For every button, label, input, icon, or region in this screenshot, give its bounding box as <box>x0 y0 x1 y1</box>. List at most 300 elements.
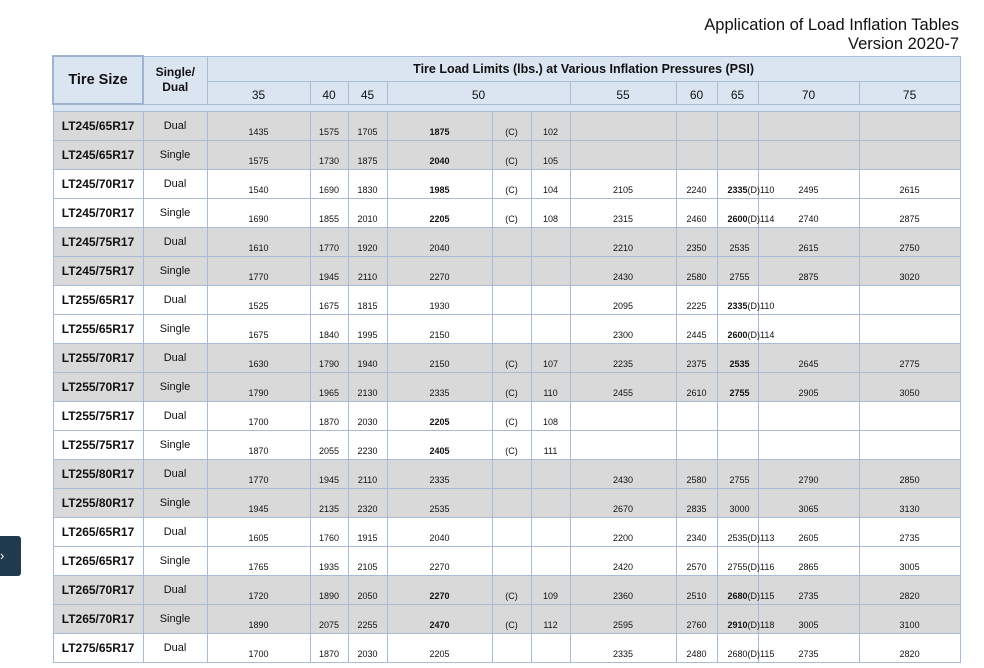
cell-load-70: 2905 <box>758 373 859 402</box>
load-value: 2910 <box>727 620 748 630</box>
cell-tire-size: LT245/75R17 <box>53 257 143 286</box>
load-range-code: (D) <box>747 591 761 601</box>
load-value: 2755 <box>729 475 750 485</box>
header-spacer-row <box>53 104 960 112</box>
cell-load-55: 2360 <box>570 576 676 605</box>
cell-load-index-50: 107 <box>531 344 570 373</box>
cell-load-35: 1870 <box>207 431 310 460</box>
cell-load-65-group <box>718 185 775 195</box>
cell-load-range-50: (C) <box>492 112 531 141</box>
cell-load-60: 2510 <box>676 576 717 605</box>
cell-single-dual: Dual <box>143 344 207 373</box>
cell-load-40: 1855 <box>310 199 348 228</box>
table-row <box>53 489 960 518</box>
cell-load-index-50 <box>531 634 570 663</box>
cell-load-65 <box>717 634 775 663</box>
cell-load-55: 2430 <box>570 257 676 286</box>
header-psi-35: 35 <box>207 81 310 104</box>
cell-load-50: 2335 <box>387 373 492 402</box>
cell-load-35: 1575 <box>207 141 310 170</box>
cell-load-45: 2110 <box>348 257 387 286</box>
cell-load-index-50: 108 <box>531 199 570 228</box>
cell-load-65 <box>717 257 758 286</box>
document-version: Version 2020-7 <box>848 35 959 53</box>
cell-load-65-group <box>718 272 758 282</box>
cell-load-60: 2480 <box>676 634 717 663</box>
cell-load-40: 1965 <box>310 373 348 402</box>
cell-single-dual: Single <box>143 141 207 170</box>
cell-load-range-50: (C) <box>492 402 531 431</box>
cell-load-55: 2210 <box>570 228 676 257</box>
cell-load-65-group <box>718 388 758 398</box>
load-range-code: (D) <box>747 185 761 195</box>
cell-load-50: 1985 <box>387 170 492 199</box>
cell-load-65 <box>717 547 775 576</box>
cell-load-60: 2760 <box>676 605 717 634</box>
cell-load-50: 1930 <box>387 286 492 315</box>
cell-load-70: 2735 <box>758 634 859 663</box>
cell-load-35: 1765 <box>207 547 310 576</box>
load-range-code: (D) <box>747 330 761 340</box>
cell-load-65 <box>717 489 758 518</box>
cell-load-45: 2010 <box>348 199 387 228</box>
cell-load-40: 1770 <box>310 228 348 257</box>
header-single-dual-line1: Single/ <box>155 65 195 79</box>
cell-load-45: 2130 <box>348 373 387 402</box>
cell-load-50: 2405 <box>387 431 492 460</box>
load-range-code: (D) <box>747 620 761 630</box>
cell-load-60: 2350 <box>676 228 717 257</box>
table-row <box>53 576 960 605</box>
table-row <box>53 402 960 431</box>
cell-load-55: 2595 <box>570 605 676 634</box>
cell-load-60: 2580 <box>676 460 717 489</box>
cell-load-index-50 <box>531 257 570 286</box>
cell-load-55: 2300 <box>570 315 676 344</box>
cell-load-index-50 <box>531 460 570 489</box>
cell-load-40: 1945 <box>310 460 348 489</box>
cell-load-35: 1675 <box>207 315 310 344</box>
cell-load-45: 1815 <box>348 286 387 315</box>
chevron-right-icon: › <box>0 548 5 563</box>
cell-load-35: 1890 <box>207 605 310 634</box>
table-row <box>53 518 960 547</box>
cell-load-65 <box>717 518 775 547</box>
cell-load-index-50: 108 <box>531 402 570 431</box>
cell-load-65-group <box>718 533 775 543</box>
cell-load-65 <box>717 431 758 460</box>
cell-single-dual: Single <box>143 373 207 402</box>
cell-load-65 <box>717 344 758 373</box>
cell-load-range-50: (C) <box>492 431 531 460</box>
load-value: 2600 <box>727 330 748 340</box>
cell-load-70: 2740 <box>758 199 859 228</box>
cell-load-range-50 <box>492 257 531 286</box>
cell-tire-size: LT255/80R17 <box>53 460 143 489</box>
cell-load-40: 1890 <box>310 576 348 605</box>
cell-load-75 <box>859 112 960 141</box>
cell-load-index-50: 111 <box>531 431 570 460</box>
cell-load-65-group <box>718 301 775 311</box>
cell-load-35: 1540 <box>207 170 310 199</box>
cell-load-50: 2040 <box>387 141 492 170</box>
cell-load-55: 2315 <box>570 199 676 228</box>
cell-load-35: 1945 <box>207 489 310 518</box>
header-load-limits: Tire Load Limits (lbs.) at Various Inflation Pressures (PSI) <box>207 56 960 81</box>
cell-load-index-50: 112 <box>531 605 570 634</box>
cell-load-index-50 <box>531 518 570 547</box>
cell-load-55: 2670 <box>570 489 676 518</box>
cell-load-60: 2375 <box>676 344 717 373</box>
load-index: 115 <box>760 649 775 659</box>
cell-load-45: 2230 <box>348 431 387 460</box>
load-value: 2335 <box>727 185 748 195</box>
cell-single-dual: Single <box>143 199 207 228</box>
cell-load-40: 1675 <box>310 286 348 315</box>
load-value: 2535 <box>729 359 750 369</box>
load-index: 116 <box>760 562 775 572</box>
cell-load-60: 2240 <box>676 170 717 199</box>
cell-load-55: 2335 <box>570 634 676 663</box>
cell-load-60 <box>676 431 717 460</box>
cell-load-range-50 <box>492 547 531 576</box>
cell-tire-size: LT255/65R17 <box>53 286 143 315</box>
cell-load-55: 2095 <box>570 286 676 315</box>
table-row <box>53 257 960 286</box>
cell-tire-size: LT255/80R17 <box>53 489 143 518</box>
table-row <box>53 547 960 576</box>
cell-load-75: 3005 <box>859 547 960 576</box>
cell-load-75 <box>859 431 960 460</box>
cell-load-range-50 <box>492 518 531 547</box>
cell-load-range-50 <box>492 489 531 518</box>
load-range-code: (D) <box>747 533 761 543</box>
cell-load-55: 2235 <box>570 344 676 373</box>
load-index: 115 <box>760 591 775 601</box>
cell-single-dual: Dual <box>143 402 207 431</box>
cell-tire-size: LT255/75R17 <box>53 402 143 431</box>
cell-load-range-50 <box>492 228 531 257</box>
cell-load-range-50 <box>492 315 531 344</box>
table-row <box>53 286 960 315</box>
cell-load-65 <box>717 315 775 344</box>
table-row <box>53 315 960 344</box>
cell-load-70: 2875 <box>758 257 859 286</box>
cell-load-35: 1700 <box>207 402 310 431</box>
table-row <box>53 431 960 460</box>
cell-load-65 <box>717 402 758 431</box>
load-value: 2600 <box>727 214 748 224</box>
load-range-code: (D) <box>747 562 761 572</box>
load-value: 2535 <box>727 533 748 543</box>
cell-load-55 <box>570 141 676 170</box>
cell-load-55 <box>570 431 676 460</box>
cell-load-75: 2750 <box>859 228 960 257</box>
load-value: 2535 <box>729 243 750 253</box>
header-single-dual <box>143 56 207 104</box>
cell-load-70 <box>758 431 859 460</box>
cell-load-index-50: 110 <box>531 373 570 402</box>
header-psi-45: 45 <box>348 81 387 104</box>
cell-load-65 <box>717 228 758 257</box>
cell-load-65 <box>717 112 758 141</box>
cell-load-index-50: 102 <box>531 112 570 141</box>
load-value: 2680 <box>727 591 748 601</box>
cell-load-60: 2460 <box>676 199 717 228</box>
cell-load-45: 2030 <box>348 402 387 431</box>
cell-single-dual: Dual <box>143 460 207 489</box>
cell-load-55: 2430 <box>570 460 676 489</box>
header-psi-75: 75 <box>859 81 960 104</box>
cell-load-65-group <box>718 214 775 224</box>
load-index: 114 <box>760 214 775 224</box>
header-single-dual-line2: Dual <box>162 80 189 94</box>
cell-load-55: 2420 <box>570 547 676 576</box>
load-value: 2335 <box>727 301 748 311</box>
cell-load-65 <box>717 605 775 634</box>
header-psi-70: 70 <box>758 81 859 104</box>
cell-load-50: 2270 <box>387 257 492 286</box>
cell-load-65-group <box>718 243 758 253</box>
cell-load-60: 2445 <box>676 315 717 344</box>
cell-load-50: 2205 <box>387 199 492 228</box>
cell-load-index-50 <box>531 286 570 315</box>
cell-load-40: 1760 <box>310 518 348 547</box>
cell-load-70 <box>758 402 859 431</box>
cell-load-75: 3100 <box>859 605 960 634</box>
cell-load-40: 1945 <box>310 257 348 286</box>
cell-load-40: 1935 <box>310 547 348 576</box>
cell-load-70: 2605 <box>758 518 859 547</box>
cell-load-index-50: 109 <box>531 576 570 605</box>
cell-load-75 <box>859 402 960 431</box>
cell-load-index-50 <box>531 228 570 257</box>
cell-load-35: 1690 <box>207 199 310 228</box>
side-panel-toggle[interactable] <box>0 536 21 576</box>
cell-load-75: 2775 <box>859 344 960 373</box>
cell-load-35: 1790 <box>207 373 310 402</box>
cell-load-50: 1875 <box>387 112 492 141</box>
cell-tire-size: LT265/70R17 <box>53 576 143 605</box>
cell-load-65 <box>717 199 775 228</box>
cell-load-70: 2790 <box>758 460 859 489</box>
cell-load-range-50: (C) <box>492 170 531 199</box>
load-index: 110 <box>760 301 775 311</box>
cell-tire-size: LT245/70R17 <box>53 199 143 228</box>
cell-load-65-group <box>718 620 775 630</box>
cell-load-50: 2535 <box>387 489 492 518</box>
cell-load-65-group <box>718 649 775 659</box>
load-value: 3000 <box>729 504 750 514</box>
cell-load-40: 1690 <box>310 170 348 199</box>
cell-load-65-group <box>718 475 758 485</box>
cell-tire-size: LT245/75R17 <box>53 228 143 257</box>
table-row <box>53 112 960 141</box>
table-row <box>53 605 960 634</box>
header-psi-60: 60 <box>676 81 717 104</box>
cell-tire-size: LT255/65R17 <box>53 315 143 344</box>
cell-load-40: 1870 <box>310 402 348 431</box>
cell-load-45: 1995 <box>348 315 387 344</box>
header-psi-55: 55 <box>570 81 676 104</box>
table-row <box>53 373 960 402</box>
cell-load-range-50 <box>492 634 531 663</box>
cell-tire-size: LT265/70R17 <box>53 605 143 634</box>
cell-load-35: 1525 <box>207 286 310 315</box>
cell-tire-size: LT245/65R17 <box>53 141 143 170</box>
cell-single-dual: Single <box>143 257 207 286</box>
load-index: 113 <box>760 533 775 543</box>
cell-load-35: 1720 <box>207 576 310 605</box>
cell-single-dual: Single <box>143 489 207 518</box>
load-index: 118 <box>760 620 775 630</box>
cell-load-40: 1730 <box>310 141 348 170</box>
cell-load-index-50: 104 <box>531 170 570 199</box>
cell-load-40: 2075 <box>310 605 348 634</box>
cell-load-35: 1610 <box>207 228 310 257</box>
table-row <box>53 634 960 663</box>
cell-single-dual: Single <box>143 547 207 576</box>
cell-load-45: 1920 <box>348 228 387 257</box>
cell-load-65-group <box>718 562 775 572</box>
cell-single-dual: Dual <box>143 576 207 605</box>
cell-load-40: 1575 <box>310 112 348 141</box>
cell-load-index-50 <box>531 489 570 518</box>
cell-load-60: 2580 <box>676 257 717 286</box>
cell-load-75: 2820 <box>859 634 960 663</box>
load-range-code: (D) <box>747 301 761 311</box>
cell-tire-size: LT265/65R17 <box>53 547 143 576</box>
cell-load-65 <box>717 286 775 315</box>
cell-load-55: 2455 <box>570 373 676 402</box>
cell-load-35: 1700 <box>207 634 310 663</box>
cell-load-75: 2850 <box>859 460 960 489</box>
cell-load-55: 2105 <box>570 170 676 199</box>
cell-load-75 <box>859 286 960 315</box>
cell-tire-size: LT275/65R17 <box>53 634 143 663</box>
cell-single-dual: Dual <box>143 286 207 315</box>
header-psi-65: 65 <box>717 81 758 104</box>
cell-load-45: 2030 <box>348 634 387 663</box>
cell-load-range-50: (C) <box>492 199 531 228</box>
cell-load-75: 2615 <box>859 170 960 199</box>
table-row <box>53 460 960 489</box>
header-psi-40: 40 <box>310 81 348 104</box>
cell-load-60: 2570 <box>676 547 717 576</box>
cell-load-45: 2320 <box>348 489 387 518</box>
cell-tire-size: LT245/65R17 <box>53 112 143 141</box>
cell-load-range-50 <box>492 286 531 315</box>
cell-load-65-group <box>718 359 758 369</box>
table-row <box>53 170 960 199</box>
cell-tire-size: LT255/70R17 <box>53 373 143 402</box>
cell-load-65 <box>717 576 775 605</box>
cell-load-50: 2150 <box>387 344 492 373</box>
cell-load-75: 2735 <box>859 518 960 547</box>
cell-load-60: 2835 <box>676 489 717 518</box>
cell-single-dual: Dual <box>143 170 207 199</box>
load-range-code: (D) <box>747 214 761 224</box>
cell-load-70: 2865 <box>758 547 859 576</box>
cell-load-50: 2270 <box>387 547 492 576</box>
cell-load-60: 2225 <box>676 286 717 315</box>
cell-load-55 <box>570 402 676 431</box>
cell-load-75: 3020 <box>859 257 960 286</box>
cell-load-range-50: (C) <box>492 141 531 170</box>
cell-load-index-50 <box>531 547 570 576</box>
cell-single-dual: Single <box>143 315 207 344</box>
header-psi-50: 50 <box>387 81 570 104</box>
cell-single-dual: Dual <box>143 634 207 663</box>
cell-load-55 <box>570 112 676 141</box>
cell-load-60: 2340 <box>676 518 717 547</box>
cell-load-65-group <box>718 504 758 514</box>
cell-load-65 <box>717 170 775 199</box>
table-body <box>53 104 960 663</box>
cell-load-35: 1630 <box>207 344 310 373</box>
table-row <box>53 228 960 257</box>
cell-load-40: 1870 <box>310 634 348 663</box>
load-inflation-table <box>52 55 961 663</box>
cell-load-60 <box>676 112 717 141</box>
header-spacer <box>53 104 960 112</box>
cell-load-40: 2135 <box>310 489 348 518</box>
cell-load-40: 1790 <box>310 344 348 373</box>
cell-load-75: 3130 <box>859 489 960 518</box>
cell-single-dual: Single <box>143 431 207 460</box>
cell-load-range-50 <box>492 460 531 489</box>
cell-load-50: 2335 <box>387 460 492 489</box>
cell-load-70: 3005 <box>758 605 859 634</box>
cell-load-75: 3050 <box>859 373 960 402</box>
cell-load-range-50: (C) <box>492 605 531 634</box>
cell-load-70: 2735 <box>758 576 859 605</box>
cell-load-70 <box>758 112 859 141</box>
cell-tire-size: LT255/70R17 <box>53 344 143 373</box>
table-row <box>53 344 960 373</box>
cell-load-40: 2055 <box>310 431 348 460</box>
cell-load-35: 1605 <box>207 518 310 547</box>
load-value: 2755 <box>727 562 748 572</box>
cell-load-45: 2255 <box>348 605 387 634</box>
cell-single-dual: Dual <box>143 112 207 141</box>
cell-single-dual: Dual <box>143 518 207 547</box>
cell-load-45: 1915 <box>348 518 387 547</box>
cell-load-45: 1830 <box>348 170 387 199</box>
cell-load-70 <box>758 141 859 170</box>
cell-load-55: 2200 <box>570 518 676 547</box>
cell-load-index-50: 105 <box>531 141 570 170</box>
cell-load-60: 2610 <box>676 373 717 402</box>
cell-load-50: 2270 <box>387 576 492 605</box>
cell-tire-size: LT255/75R17 <box>53 431 143 460</box>
cell-load-70: 2615 <box>758 228 859 257</box>
cell-load-45: 1875 <box>348 141 387 170</box>
cell-load-45: 1940 <box>348 344 387 373</box>
cell-load-40: 1840 <box>310 315 348 344</box>
cell-load-range-50: (C) <box>492 576 531 605</box>
cell-load-60 <box>676 141 717 170</box>
cell-load-70: 2645 <box>758 344 859 373</box>
cell-load-75: 2820 <box>859 576 960 605</box>
cell-tire-size: LT265/65R17 <box>53 518 143 547</box>
cell-load-range-50: (C) <box>492 373 531 402</box>
cell-load-65 <box>717 141 758 170</box>
document-title <box>704 16 959 54</box>
cell-load-50: 2470 <box>387 605 492 634</box>
cell-load-65 <box>717 460 758 489</box>
cell-load-35: 1770 <box>207 257 310 286</box>
